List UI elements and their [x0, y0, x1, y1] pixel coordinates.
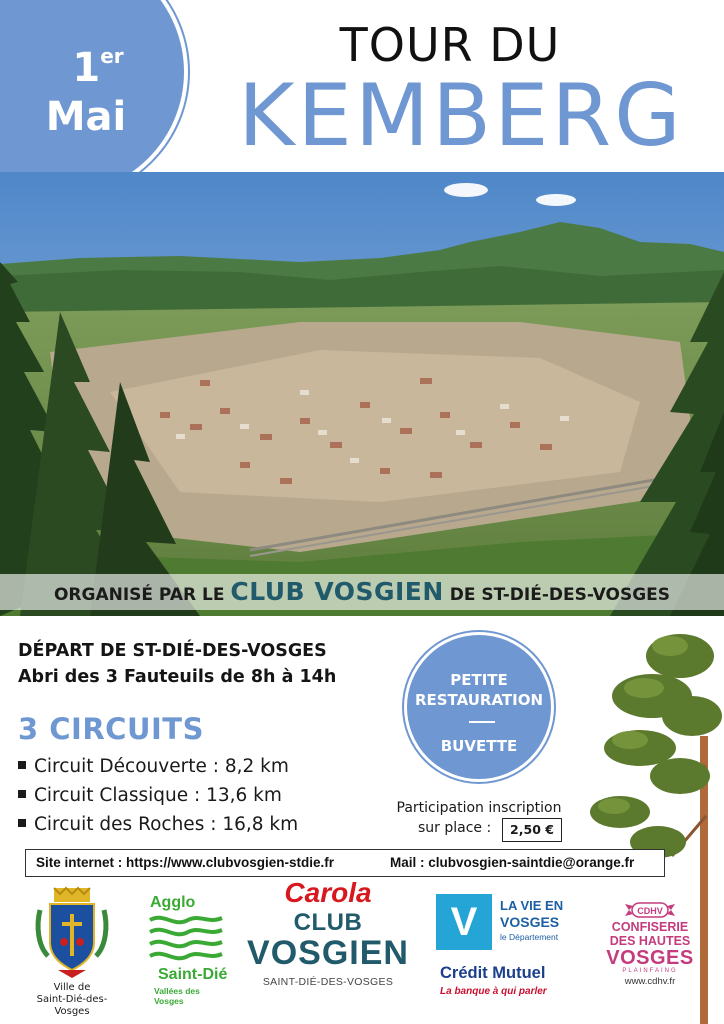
list-item — [18, 785, 282, 806]
landscape-photo — [0, 172, 724, 616]
title-top: TOUR DU — [339, 18, 561, 72]
organizer-suffix: DE ST-DIÉ-DES-VOSGES — [449, 585, 671, 605]
credit-mutuel-logo — [436, 964, 582, 1004]
list-item — [18, 814, 298, 835]
circuit-label: Circuit des Roches : 16,8 km — [34, 814, 299, 835]
list-item — [18, 756, 289, 777]
club-logo-line2: VOSGIEN — [247, 934, 409, 972]
club-logo-line3: SAINT-DIÉ-DES-VOSGES — [262, 976, 394, 988]
refreshments-line3: BUVETTE — [440, 737, 518, 755]
vosges-line2: VOSGES — [500, 914, 560, 930]
city-crest-icon — [34, 886, 110, 982]
confiserie-website[interactable]: www.cdhv.fr — [624, 976, 676, 987]
fee-label-onsite: sur place : — [418, 820, 492, 836]
carola-logo — [240, 878, 416, 908]
fee-label: Participation inscription — [396, 800, 562, 816]
organizer-club-name: CLUB VOSGIEN — [230, 577, 444, 606]
organizer-banner — [0, 574, 724, 610]
confiserie-line4: PLAINFAING — [622, 968, 678, 974]
confiserie-line3: VOSGES — [606, 947, 694, 969]
agglo-city: Saint-Dié — [158, 966, 228, 983]
date-day-suffix: er — [100, 44, 124, 68]
confiserie-badge-icon — [625, 900, 675, 920]
confiserie-line2: DES HAUTES — [609, 934, 691, 948]
confiserie-hautes-vosges-logo — [598, 900, 702, 1000]
ville-saint-die-logo — [20, 886, 124, 1016]
vosges-departement-logo — [436, 894, 576, 952]
circuits-title: 3 CIRCUITS — [18, 712, 204, 746]
website-link[interactable]: Site internet : https://www.clubvosgien-stdie.fr — [36, 855, 335, 870]
vosges-v-icon: V — [436, 894, 492, 950]
carola-text: Carola — [284, 878, 372, 908]
club-logo-line1: CLUB — [293, 909, 363, 936]
date-month: Mai — [45, 94, 127, 140]
circuit-label: Circuit Classique : 13,6 km — [34, 785, 282, 806]
vosges-line1: LA VIE EN — [500, 898, 564, 913]
refreshments-line2: RESTAURATION — [414, 691, 544, 709]
confiserie-badge-text: CDHV — [637, 906, 663, 916]
refreshments-line1: PETITE — [450, 671, 508, 689]
agglo-subtitle: Vallées des Vosges — [154, 986, 200, 1006]
vosges-line3: le Département — [500, 932, 559, 942]
bullet-icon — [18, 819, 26, 827]
fee-amount: 2,50 € — [502, 818, 562, 842]
email-link[interactable]: Mail : clubvosgien-saintdie@orange.fr — [390, 855, 635, 870]
agglo-label: Agglo — [150, 894, 196, 911]
carola-wordmark — [240, 878, 416, 908]
landscape-illustration — [0, 172, 724, 616]
poster-header — [0, 0, 724, 172]
credit-mutuel-tagline: La banque à qui parler — [440, 986, 547, 997]
ville-label-1: Ville de — [53, 982, 91, 993]
organizer-prefix: ORGANISÉ PAR LE — [53, 585, 225, 605]
bullet-icon — [18, 790, 26, 798]
bullet-icon — [18, 761, 26, 769]
credit-mutuel-name: Crédit Mutuel — [440, 964, 546, 982]
refreshments-divider — [469, 721, 495, 723]
date-day-number: 1 — [72, 45, 101, 91]
agglo-saint-die-logo — [144, 894, 228, 1006]
circuit-label: Circuit Découverte : 8,2 km — [34, 756, 289, 777]
club-vosgien-logo — [240, 910, 416, 994]
agglo-waves-icon — [144, 912, 228, 968]
contact-bar — [25, 849, 665, 877]
confiserie-line1: CONFISERIE — [611, 920, 689, 934]
refreshments-badge — [404, 632, 554, 782]
date-day — [58, 34, 138, 90]
departure-heading: DÉPART DE ST-DIÉ-DES-VOSGES — [18, 641, 327, 661]
page-title: KEMBERG — [238, 66, 684, 166]
ville-label-2: Saint-Dié-des-Vosges — [36, 994, 108, 1017]
departure-schedule: Abri des 3 Fauteuils de 8h à 14h — [18, 667, 337, 687]
